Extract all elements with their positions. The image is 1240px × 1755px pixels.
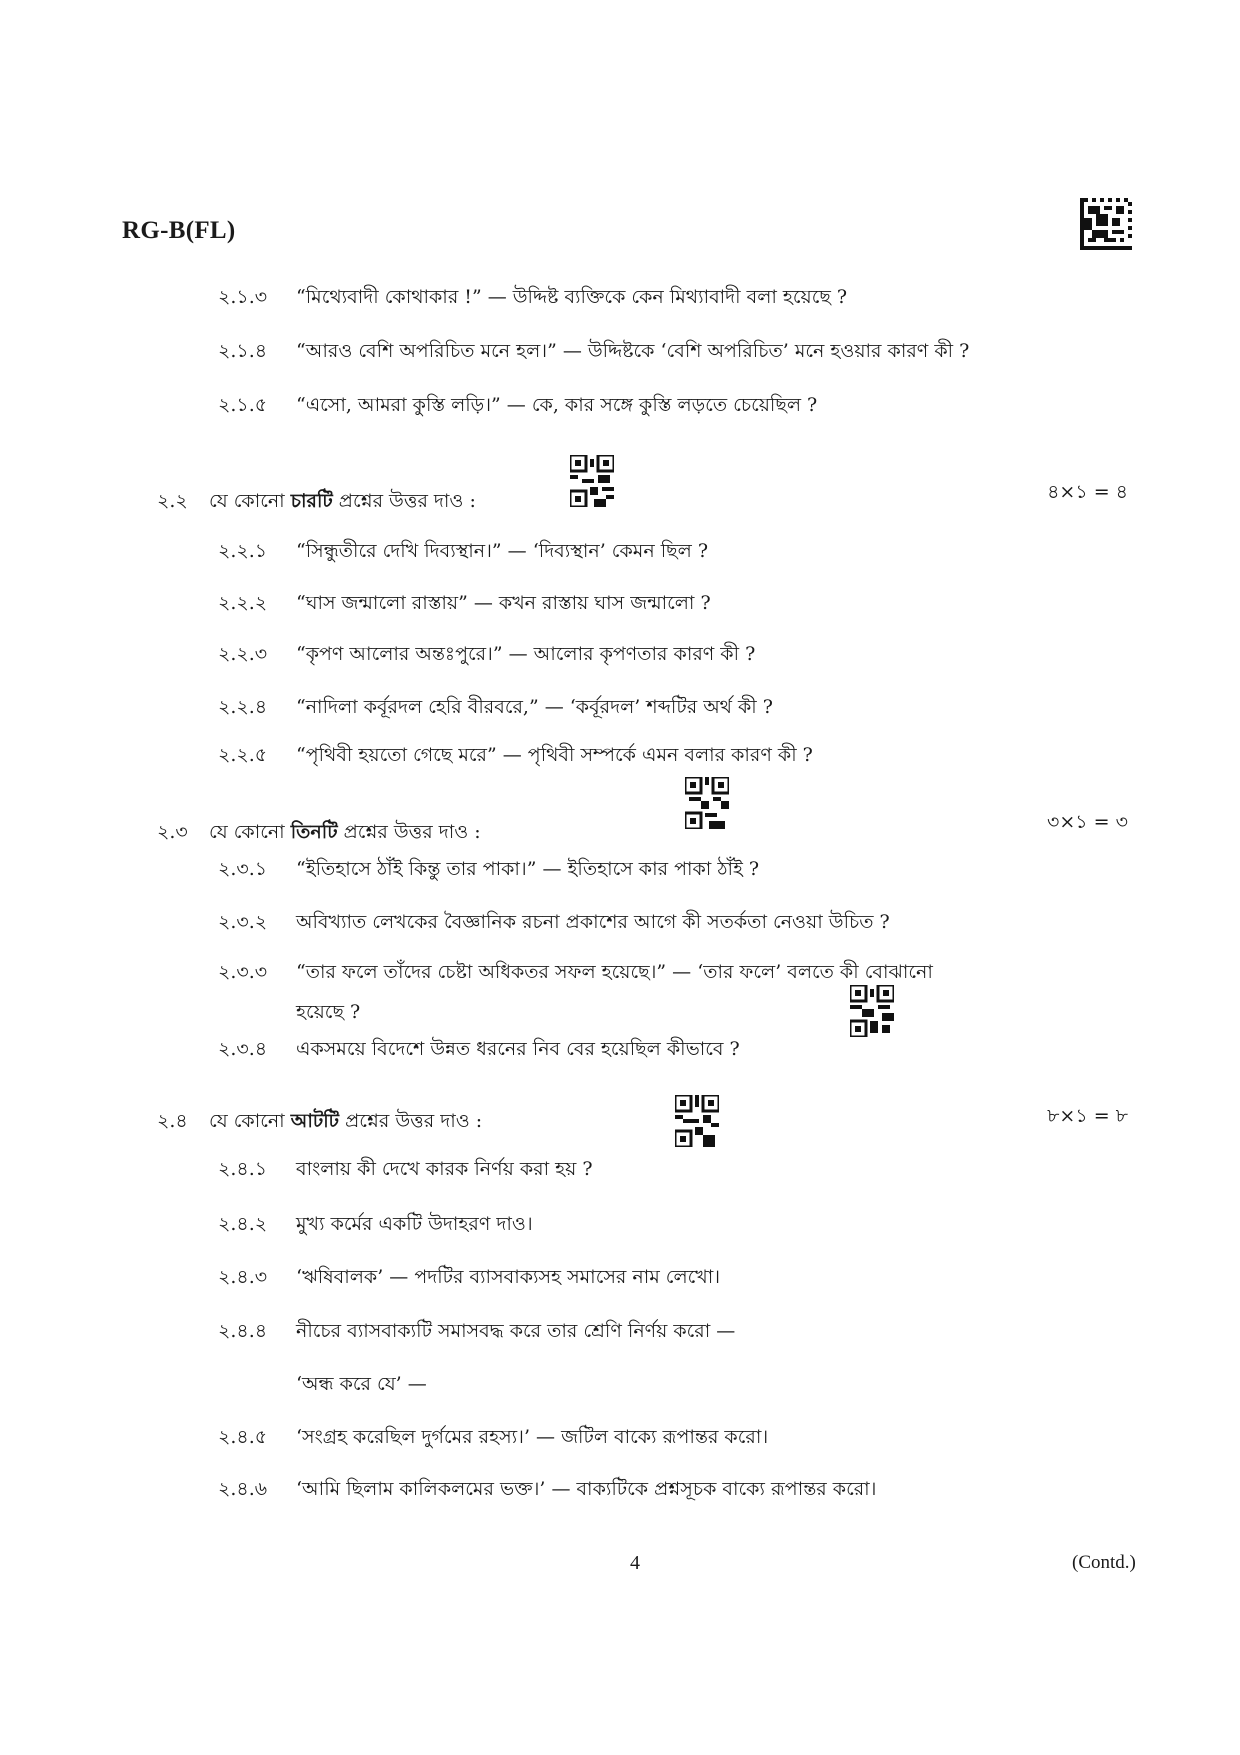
question-2-3-3-continued: হয়েছে ? (296, 1001, 361, 1023)
continued-label: (Contd.) (1072, 1552, 1136, 1573)
section-2-2-heading: ২.২ যে কোনো চারটি প্রশ্নের উত্তর দাও : (157, 490, 476, 512)
question-2-2-4: ২.২.৪ “নাদিলা কর্বূরদল হেরি বীরবরে,” — ‘কর্বূরদল’ শব্দটির অর্থ কী ? (218, 696, 773, 718)
qr-code-icon (685, 777, 729, 829)
question-2-2-3: ২.২.৩ “কৃপণ আলোর অন্তঃপুরে।” — আলোর কৃপণতার কারণ কী ? (218, 643, 756, 665)
question-2-3-3: ২.৩.৩ “তার ফলে তাঁদের চেষ্টা অধিকতর সফল হয়েছে।” — ‘তার ফলে’ বলতে কী বোঝানো (218, 961, 933, 983)
question-2-2-1: ২.২.১ “সিন্ধুতীরে দেখি দিব্যস্থান।” — ‘দিব্যস্থান’ কেমন ছিল ? (218, 540, 709, 562)
section-2-2-marks: ৪×১ = ৪ (1047, 481, 1128, 503)
question-2-4-2: ২.৪.২ মুখ্য কর্মের একটি উদাহরণ দাও। (218, 1213, 533, 1235)
question-2-4-6: ২.৪.৬ ‘আমি ছিলাম কালিকলমের ভক্ত।’ — বাক্যটিকে প্রশ্নসূচক বাক্যে রূপান্তর করো। (218, 1478, 877, 1500)
question-2-3-2: ২.৩.২ অবিখ্যাত লেখকের বৈজ্ঞানিক রচনা প্রকাশের আগে কী সতর্কতা নেওয়া উচিত ? (218, 911, 890, 933)
question-2-3-4: ২.৩.৪ একসময়ে বিদেশে উন্নত ধরনের নিব বের হয়েছিল কীভাবে ? (218, 1038, 740, 1060)
section-2-3-heading: ২.৩ যে কোনো তিনটি প্রশ্নের উত্তর দাও : (157, 821, 481, 843)
section-2-4-marks: ৮×১ = ৮ (1047, 1105, 1128, 1127)
question-2-3-1: ২.৩.১ “ইতিহাসে ঠাঁই কিন্তু তার পাকা।” — ইতিহাসে কার পাকা ঠাঁই ? (218, 858, 760, 880)
qr-code-icon (570, 455, 614, 507)
question-2-1-3: ২.১.৩ “মিথ্যেবাদী কোথাকার !” — উদ্দিষ্ট ব্যক্তিকে কেন মিথ্যাবাদী বলা হয়েছে ? (218, 286, 848, 308)
page-number: 4 (630, 1552, 640, 1574)
question-2-1-4: ২.১.৪ “আরও বেশি অপরিচিত মনে হল।” — উদ্দিষ্টকে ‘বেশি অপরিচিত’ মনে হওয়ার কারণ কী ? (218, 340, 970, 362)
question-2-2-2: ২.২.২ “ঘাস জন্মালো রাস্তায়” — কখন রাস্তায় ঘাস জন্মালো ? (218, 592, 711, 614)
question-2-4-4: ২.৪.৪ নীচের ব্যাসবাক্যটি সমাসবদ্ধ করে তার শ্রেণি নির্ণয় করো — (218, 1320, 736, 1342)
question-2-1-5: ২.১.৫ “এসো, আমরা কুস্তি লড়ি।” — কে, কার সঙ্গে কুস্তি লড়তে চেয়েছিল ? (218, 394, 818, 416)
question-2-4-1: ২.৪.১ বাংলায় কী দেখে কারক নির্ণয় করা হয় ? (218, 1158, 593, 1180)
paper-code: RG-B(FL) (122, 217, 236, 244)
qr-code-icon (850, 985, 894, 1037)
qr-code-icon (675, 1095, 719, 1147)
question-2-4-3: ২.৪.৩ ‘ঋষিবালক’ — পদটির ব্যাসবাক্যসহ সমাসের নাম লেখো। (218, 1266, 721, 1288)
question-2-4-4-continued: ‘অন্ধ করে যে’ — (296, 1373, 427, 1395)
question-2-4-5: ২.৪.৫ ‘সংগ্রহ করেছিল দুর্গমের রহস্য।’ — জটিল বাক্যে রূপান্তর করো। (218, 1426, 769, 1448)
section-2-3-marks: ৩×১ = ৩ (1047, 811, 1128, 833)
datamatrix-code-icon (1080, 198, 1132, 250)
question-2-2-5: ২.২.৫ “পৃথিবী হয়তো গেছে মরে” — পৃথিবী সম্পর্কে এমন বলার কারণ কী ? (218, 744, 813, 766)
section-2-4-heading: ২.৪ যে কোনো আটটি প্রশ্নের উত্তর দাও : (157, 1110, 483, 1132)
